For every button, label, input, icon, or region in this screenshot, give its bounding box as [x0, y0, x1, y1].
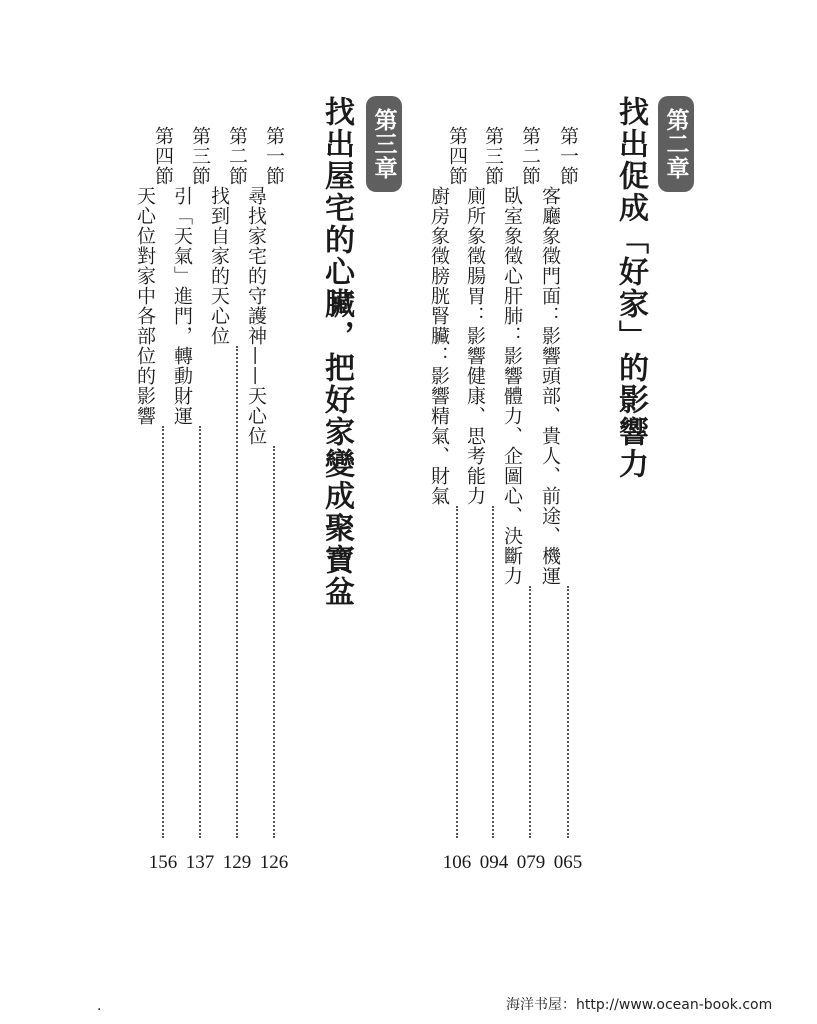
entry-title: 尋找家宅的守護神——天心位 [245, 186, 267, 446]
source-footer[interactable]: 海洋书屋：http://www.ocean-book.com [506, 997, 773, 1013]
chapter3-title: 找出屋宅的心臟，把好家變成聚寶盆 [319, 96, 354, 608]
page-dot: . [97, 998, 102, 1014]
entry-title: 廁所象徵腸胃：影響健康、思考能力 [464, 186, 486, 506]
chapter2-entry-3[interactable] [464, 126, 509, 838]
chapter3-entry-4[interactable] [134, 126, 179, 838]
section-label: 第一節 [263, 126, 285, 186]
chapter3-entry-2[interactable] [208, 126, 253, 838]
entry-title: 引「天氣」進門，轉動財運 [171, 186, 193, 426]
section-label: 第三節 [189, 126, 211, 186]
leader-dots [529, 586, 531, 838]
entry-title: 臥室象徵心肝肺：影響體力、企圖心、決斷力 [501, 186, 523, 586]
page-number: 079 [516, 852, 546, 873]
entry-title: 找到自家的天心位 [208, 186, 230, 346]
page-number: 126 [259, 852, 289, 873]
page-number: 106 [442, 852, 472, 873]
leader-dots [236, 346, 238, 838]
page-number: 137 [185, 852, 215, 873]
section-label: 第三節 [482, 126, 504, 186]
entry-title: 廚房象徵膀胱腎臟：影響精氣、財氣 [428, 186, 450, 506]
chapter3-entry-1[interactable] [245, 126, 290, 838]
entry-title: 客廳象徵門面：影響頭部、貴人、前途、機運 [539, 186, 561, 586]
page-number: 065 [553, 852, 583, 873]
page-number: 129 [222, 852, 252, 873]
chapter2-badge: 第二章 [658, 96, 694, 192]
entry-title: 天心位對家中各部位的影響 [134, 186, 156, 426]
chapter3-badge: 第三章 [366, 96, 402, 192]
leader-dots [199, 426, 201, 838]
leader-dots [492, 506, 494, 838]
leader-dots [162, 426, 164, 838]
leader-dots [456, 506, 458, 838]
section-label: 第四節 [446, 126, 468, 186]
page-number: 094 [479, 852, 509, 873]
page-number: 156 [148, 852, 178, 873]
section-label: 第四節 [152, 126, 174, 186]
chapter2-title: 找出促成「好家」的影響力 [613, 96, 648, 480]
chapter3-entry-3[interactable] [171, 126, 216, 838]
section-label: 第二節 [226, 126, 248, 186]
leader-dots [273, 446, 275, 838]
section-label: 第二節 [519, 126, 541, 186]
leader-dots [567, 586, 569, 838]
section-label: 第一節 [557, 126, 579, 186]
chapter2-entry-2[interactable] [501, 126, 546, 838]
chapter2-entry-1[interactable] [539, 126, 584, 838]
chapter2-entry-4[interactable] [428, 126, 473, 838]
